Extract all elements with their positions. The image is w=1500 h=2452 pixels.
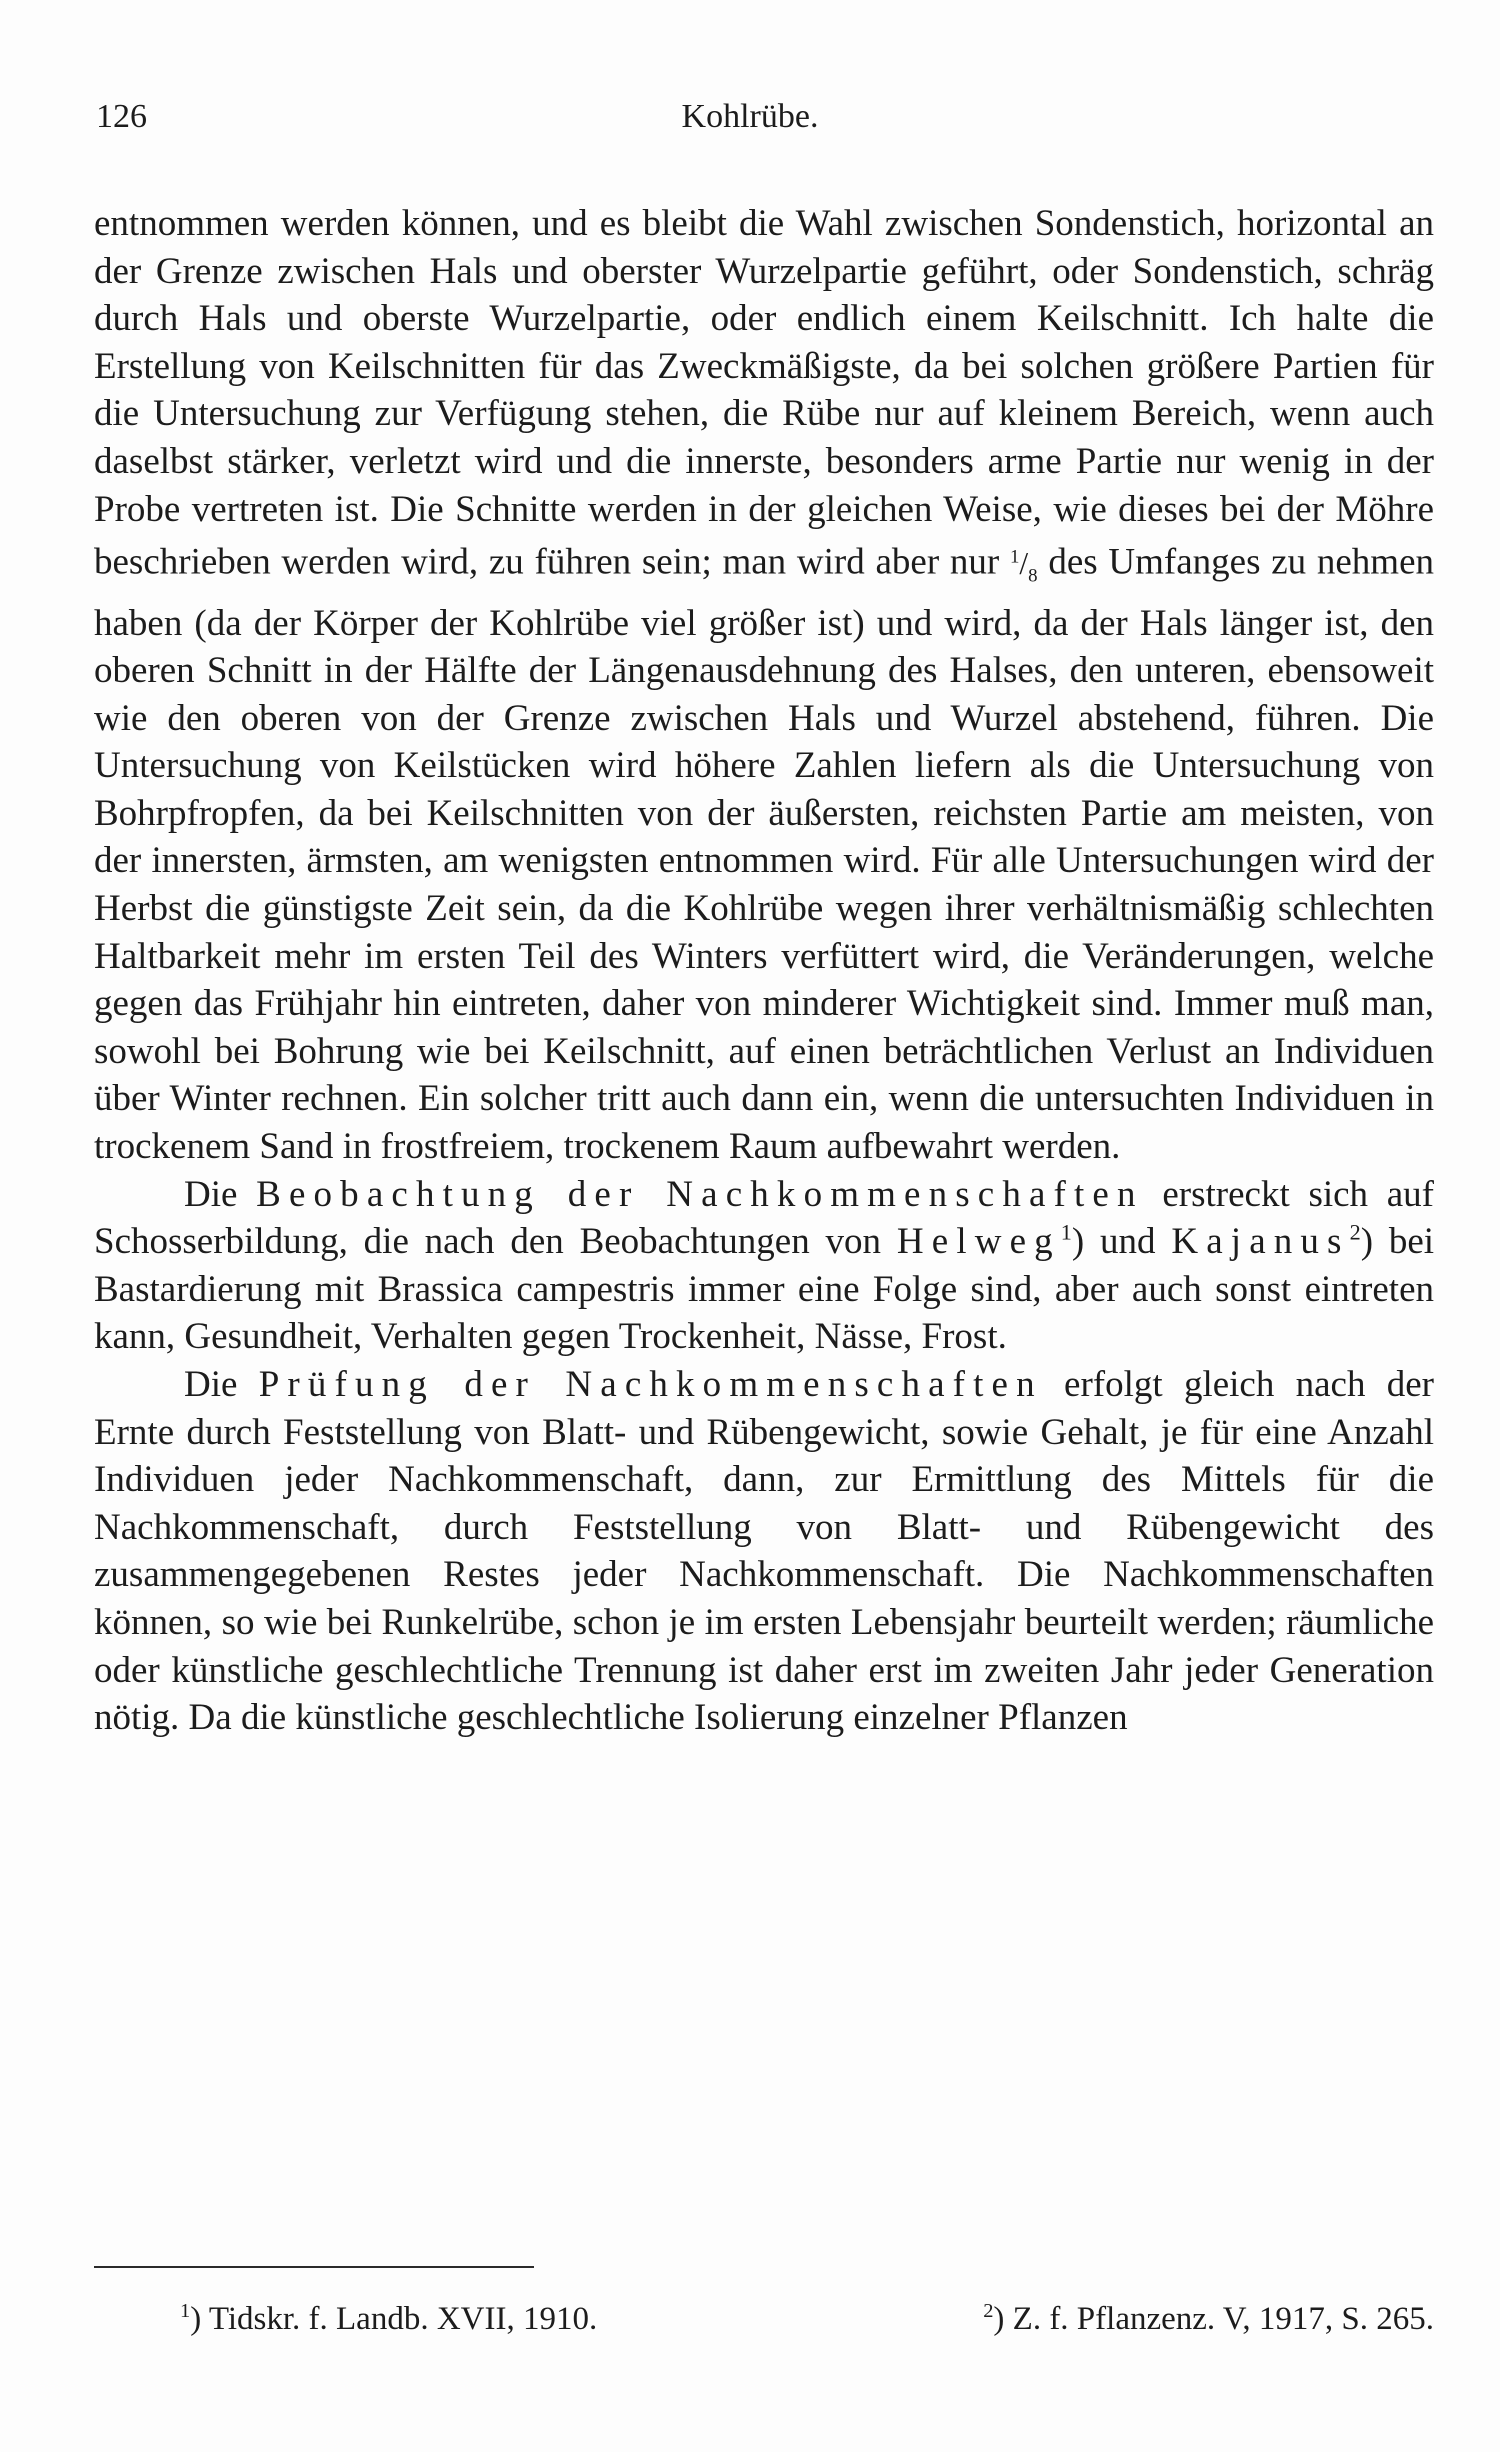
paragraph-3-lead: Die	[184, 1364, 238, 1406]
paragraph-3-emphasis: Prüfung der Nachkommenschaften	[258, 1364, 1043, 1406]
paragraph-3	[94, 1361, 1434, 1742]
page-header	[96, 98, 1404, 148]
footnote-ref-1: 1	[1060, 1219, 1072, 1245]
footnote-2	[983, 2300, 1434, 2338]
footnotes	[94, 2300, 1434, 2350]
paragraph-2-part-b: und	[1100, 1221, 1156, 1263]
footnote-2-mark: 2	[983, 2300, 994, 2322]
fraction-denominator: 8	[1028, 564, 1038, 586]
body-text	[94, 200, 1434, 1742]
footnote-1-text: ) Tidskr. f. Landb. XVII, 1910.	[190, 2301, 598, 2337]
paragraph-3-part-a: erfolgt gleich nach der Ernte durch Feststellung von Blatt- und Rübengewicht, sowie Gehalt, je für eine Anzahl Individuen jeder Nachkommenschaft, dann, zur Ermittlung des Mittels für die Nachkommenschaft, durch Feststellung von Blatt- und Rübengewicht des zusammengegebenen Restes jeder Nachkommenschaft. Die Nachkommenschaften können, so wie bei Runkelrübe, schon je im ersten Lebensjahr beurteilt werden; räumliche oder künstliche geschlechtliche Trennung ist daher erst im zweiten Jahr jeder Generation nötig. Da die künstliche geschlechtliche Isolierung einzelner Pflanzen	[94, 1364, 1435, 1739]
footnote-2-text: ) Z. f. Pflanzenz. V, 1917, S. 265.	[993, 2301, 1434, 2337]
page-number: 126	[96, 98, 147, 135]
footnote-ref-2: 2	[1349, 1219, 1361, 1245]
paragraph-2-part-c: bei Bastardierung mit Brassica campestris immer eine Folge sind, aber auch sonst eintreten kann, Gesundheit, Verhalten gegen Trockenheit, Nässe, Frost.	[94, 1221, 1435, 1358]
paragraph-2: Die Beobachtung der Nachkommenschaften erstreckt sich auf Schosserbildung, die nach den Beobachtungen von Helweg$^1$) und Kajanus$^2$) bei Bastardierung mit Brassica campestris immer eine Folge sind, aber auch sonst eintreten kann, Gesundheit, Verhalten gegen Trockenheit, Nässe, Frost.	[94, 1173, 1435, 1358]
paragraph-2-emphasis: Beobachtung der Nachkommenschaften	[256, 1173, 1144, 1215]
footnote-1	[180, 2300, 597, 2338]
author-kajanus: Kajanus	[1171, 1221, 1350, 1263]
fraction-numerator: 1	[1009, 546, 1020, 568]
fraction-one-eighth: $^1/_8$	[1009, 545, 1038, 586]
paragraph-2-lead: Die	[184, 1173, 238, 1215]
paragraph-2-part-a: erstreckt sich auf Schosserbildung, die nach den Beobachtungen von	[94, 1173, 1435, 1263]
footnote-divider	[94, 2266, 534, 2268]
footnote-1-mark: 1	[180, 2300, 191, 2322]
paragraph-1-part-a: entnommen werden können, und es bleibt die Wahl zwischen Sondenstich, horizontal an der Grenze zwischen Hals und oberster Wurzelpartie geführt, oder Sondenstich, schräg durch Hals und oberste Wurzelpartie, oder endlich einem Keilschnitt. Ich halte die Erstellung von Keilschnitten für das Zweckmäßigste, da bei solchen größere Partien für die Untersuchung zur Verfügung stehen, die Rübe nur auf kleinem Bereich, wenn auch daselbst stärker, verletzt wird und die innerste, besonders arme Partie nur wenig in der Probe vertreten ist. Die Schnitte werden in der gleichen Weise, wie dieses bei der Möhre beschrieben werden wird, zu führen sein; man wird aber nur	[94, 203, 1434, 583]
paragraph-1-part-b: des Umfanges zu nehmen haben (da der Körper der Kohlrübe viel größer ist) und wird, da der Hals länger ist, den oberen Schnitt in der Hälfte der Längenausdehnung des Halses, den unteren, ebensoweit wie den oberen von der Grenze zwischen Hals und Wurzel abstehend, führen. Die Untersuchung von Keilstücken wird höhere Zahlen liefern als die Untersuchung von Bohrpfropfen, da bei Keilschnitten von der äußersten, reichsten Partie am meisten, von der innersten, ärmsten, am wenigsten entnommen wird. Für alle Untersuchungen wird der Herbst die günstigste Zeit sein, da die Kohlrübe wegen ihrer verhältnismäßig schlechten Haltbarkeit mehr im ersten Teil des Winters verfüttert wird, die Veränderungen, welche gegen das Frühjahr hin eintreten, daher von minderer Wichtigkeit sind. Immer muß man, sowohl bei Bohrung wie bei Keilschnitt, auf einen beträchtlichen Verlust an Individuen über Winter rechnen. Ein solcher tritt auch dann ein, wenn die untersuchten Individuen in trockenem Sand in frostfreiem, trockenem Raum aufbewahrt werden.	[94, 541, 1435, 1168]
author-helweg: Helweg	[896, 1221, 1061, 1263]
paragraph-1	[94, 200, 1434, 1171]
running-title: Kohlrübe.	[681, 98, 819, 135]
